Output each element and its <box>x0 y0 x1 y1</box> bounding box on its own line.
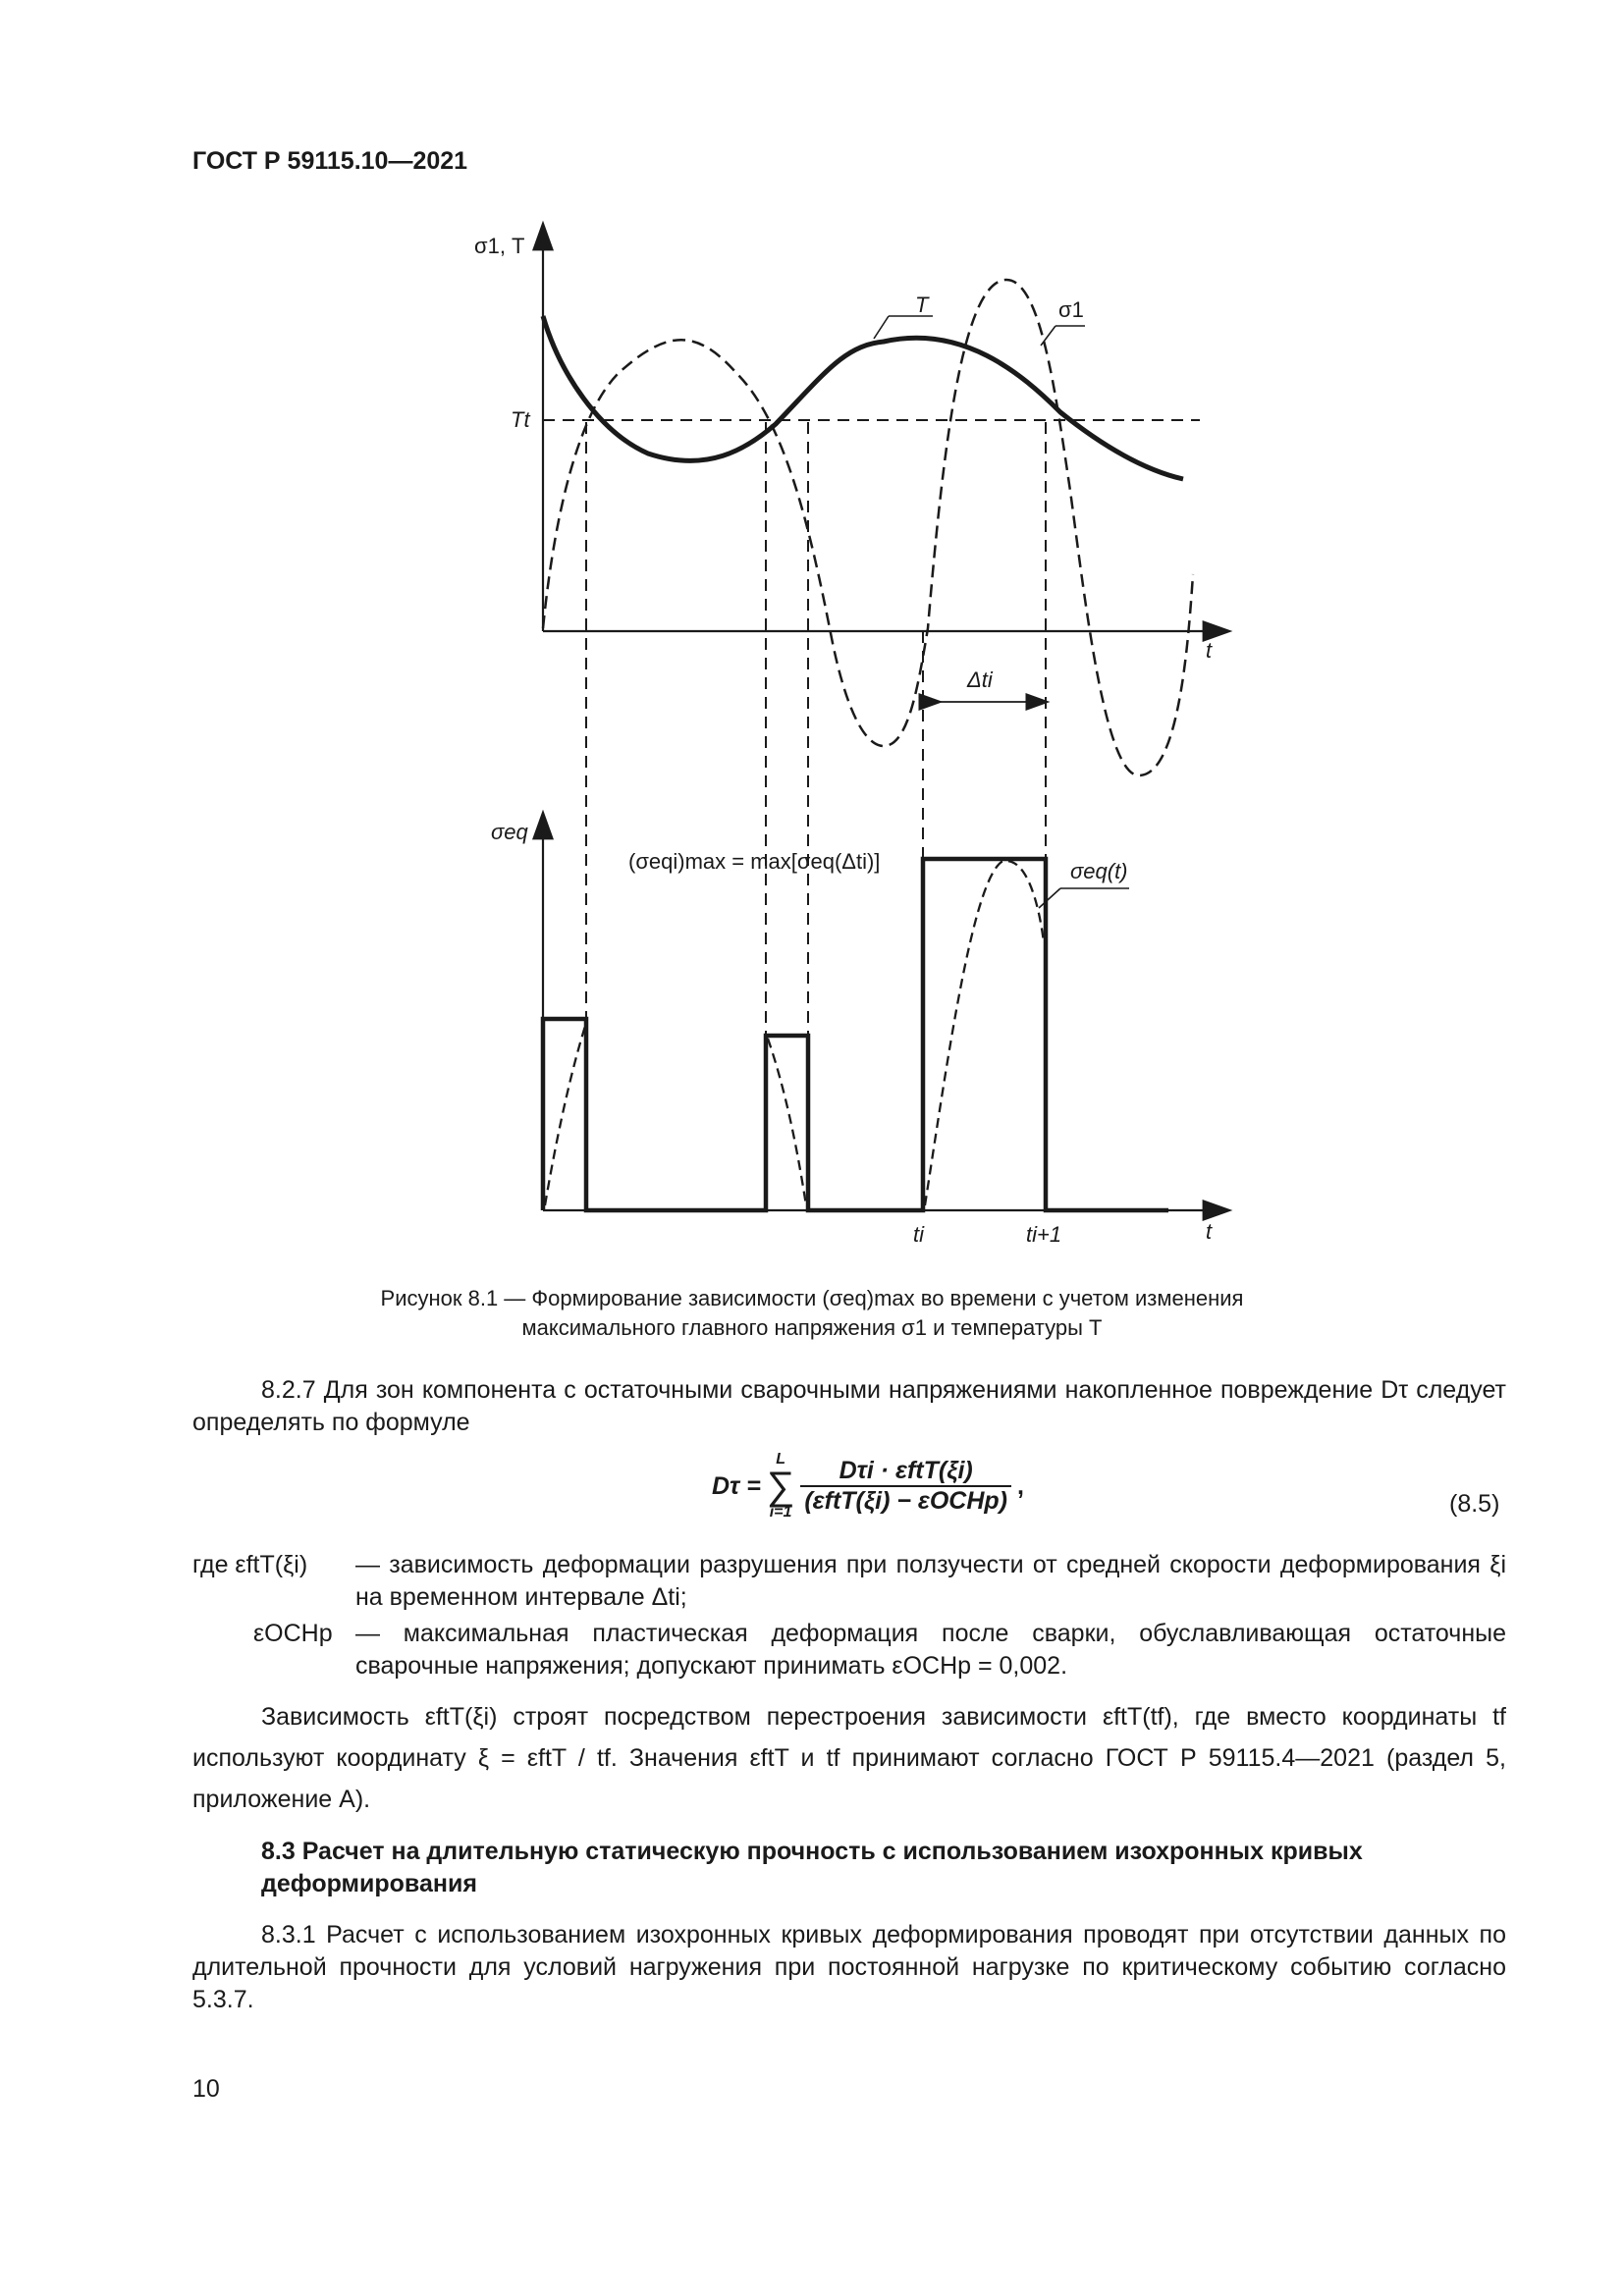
sigma-eq-segment-2 <box>768 1039 806 1205</box>
formula-fraction <box>800 1457 1011 1516</box>
sum-lower-limit: i=1 <box>769 1504 792 1521</box>
paragraph-8-2-7: 8.2.7 Для зон компонента с остаточными сварочными напряжениями накопленное повреждение Dτ следует определять по формуле <box>192 1376 1506 1436</box>
definition-desc-1: — зависимость деформации разрушения при ползучести от средней скорости деформирования ξi на временном интервале Δti; <box>355 1551 1506 1611</box>
delta-ti-label: Δti <box>967 667 993 692</box>
upper-x-axis-label: t <box>1206 638 1213 663</box>
curve-sigma1-label: σ1 <box>1058 297 1084 322</box>
threshold-label: Tt <box>511 407 530 432</box>
section-8-3-title: 8.3 Расчет на длительную статическую прочность с использованием изохронных кривых деформирования <box>261 1838 1363 1897</box>
t-label-leader-diag <box>874 316 889 339</box>
definition-term-1: где εftT(ξi) <box>192 1551 308 1578</box>
curve-t-label: T <box>915 293 929 317</box>
caption-line-1: Рисунок 8.1 — Формирование зависимости (σeq)max во времени с учетом изменения <box>380 1286 1244 1310</box>
figure-caption <box>0 1284 1624 1343</box>
caption-line-2: максимального главного напряжения σ1 и температуры T <box>521 1315 1103 1340</box>
formula-8-5 <box>712 1451 1024 1522</box>
sigma-eq-t-leader-diag <box>1039 888 1060 908</box>
step-function <box>543 859 1168 1210</box>
definition-desc-2: — максимальная пластическая деформация после сварки, обуславливающая остаточные сварочные напряжения; допускают принимать εОСНp = 0,002. <box>355 1620 1506 1680</box>
document-code-header: ГОСТ Р 59115.10—2021 <box>192 147 468 175</box>
tick-ti1-label: ti+1 <box>1026 1222 1062 1247</box>
definition-row-2 <box>192 1618 1506 1686</box>
sum-upper-limit: L <box>776 1451 785 1468</box>
lower-x-axis-label: t <box>1206 1219 1213 1244</box>
formula-comma: , <box>1017 1471 1024 1500</box>
upper-y-axis-label: σ1, T <box>474 234 525 258</box>
paragraph-dependence: Зависимость εftT(ξi) строят посредством перестроения зависимости εftT(tf), где вместо координаты tf используют координату ξ = εftT / tf. Значения εftT и tf принимают согласно ГОСТ Р 59115.4—2021 (раздел 5, приложение А). <box>192 1703 1506 1813</box>
sum-operator <box>767 1451 795 1522</box>
sigma1-curve <box>543 280 1193 775</box>
temperature-curve <box>543 316 1183 479</box>
equation-number: (8.5) <box>1449 1490 1500 1518</box>
sigma-eq-t-label: σeq(t) <box>1070 859 1128 883</box>
definition-term-2: εОСНp <box>253 1620 333 1647</box>
formula-denominator: (εftT(ξi) − εОСНp) <box>804 1487 1007 1515</box>
definition-row-1 <box>192 1549 1506 1618</box>
tick-ti-label: ti <box>913 1222 924 1247</box>
sigma-sum-symbol: ∑ <box>766 1465 795 1508</box>
sigma-eq-segment-3 <box>925 861 1044 1205</box>
page-number: 10 <box>192 2075 220 2103</box>
formula-numerator: Dτi · εftT(ξi) <box>800 1457 1011 1487</box>
sigma1-label-leader-diag <box>1041 326 1056 346</box>
formula-lhs: Dτ = <box>712 1471 761 1500</box>
sigma-eq-segment-1 <box>545 1023 586 1205</box>
max-formula-label: (σeqi)max = max[σeq(Δti)] <box>628 849 881 874</box>
paragraph-8-3-1: 8.3.1 Расчет с использованием изохронных кривых деформирования проводят при отсутствии данных по длительной прочности для условий нагружения при постоянной нагрузке по критическому событию согласно 5.3.7. <box>192 1921 1506 2013</box>
lower-y-axis-label: σeq <box>491 820 528 844</box>
